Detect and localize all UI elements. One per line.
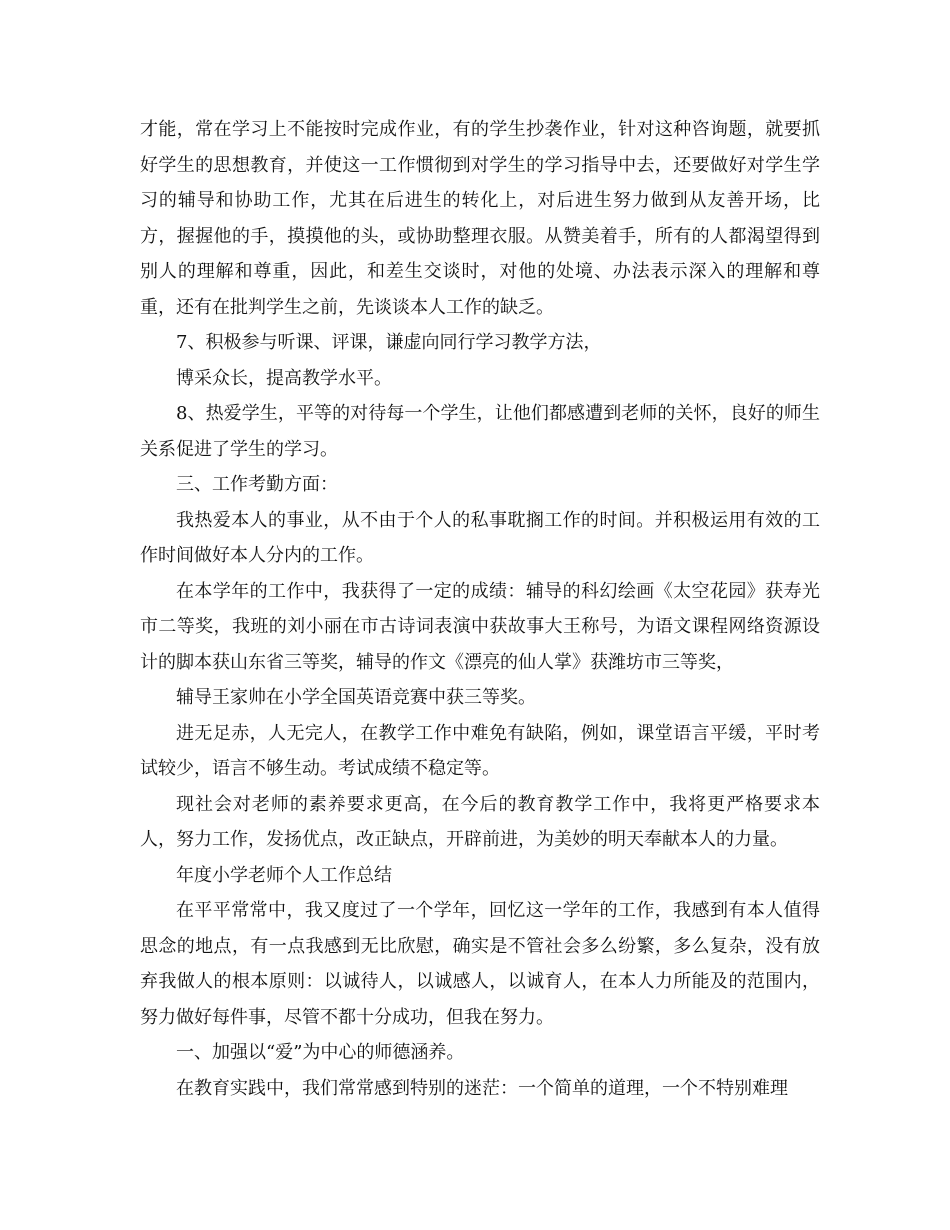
section-heading-ethics: 一、加强以“爱”为中心的师德涵养。 — [176, 1042, 465, 1063]
paragraph-9: 进无足赤，人无完人，在教学工作中难免有缺陷，例如，课堂语言平缓，平时考试较少，语言不够生动。考试成绩不稳定等。 — [140, 722, 820, 779]
section-title-annual-summary: 年度小学老师个人工作总结 — [176, 864, 392, 886]
document-body — [140, 112, 820, 1106]
paragraph-2: 7、积极参与听课、评课，谦虚向同行学习教学方法， — [176, 332, 602, 353]
paragraph-12: 在平平常常中，我又度过了一个学年，回忆这一学年的工作，我感到有本人值得思念的地点，有一点我感到无比欣慰，确实是不管社会多么纷繁，多么复杂，没有放弃我做人的根本原则：以诚待人，以诚感人，以诚育人，在本人力所能及的范围内，努力做好每件事，尽管不都十分成功，但我在努力。 — [140, 900, 820, 1028]
paragraph-8: 辅导王家帅在小学全国英语竞赛中获三等奖。 — [176, 687, 536, 708]
paragraph-3: 博采众长，提高教学水平。 — [176, 367, 392, 389]
section-heading-attendance: 三、工作考勤方面： — [176, 474, 338, 495]
paragraph-14: 在教育实践中，我们常常感到特别的迷茫：一个简单的道理，一个不特别难理 — [176, 1077, 788, 1099]
paragraph-10: 现社会对老师的素养要求更高，在今后的教育教学工作中，我将更严格要求本人，努力工作，发扬优点，改正缺点，开辟前进，为美妙的明天奉献本人的力量。 — [140, 793, 820, 850]
paragraph-7: 在本学年的工作中，我获得了一定的成绩：辅导的科幻绘画《太空花园》获寿光市二等奖，我班的刘小丽在市古诗词表演中获故事大王称号，为语文课程网络资源设计的脚本获山东省三等奖，辅导的作文《漂亮的仙人掌》获潍坊市三等奖， — [140, 580, 820, 673]
paragraph-6: 我热爱本人的事业，从不由于个人的私事耽搁工作的时间。并积极运用有效的工作时间做好本人分内的工作。 — [140, 509, 820, 566]
paragraph-4: 8、热爱学生，平等的对待每一个学生，让他们都感遭到老师的关怀，良好的师生关系促进了学生的学习。 — [140, 403, 820, 460]
paragraph-1: 才能，常在学习上不能按时完成作业，有的学生抄袭作业，针对这种咨询题，就要抓好学生的思想教育，并使这一工作惯彻到对学生的学习指导中去，还要做好对学生学习的辅导和协助工作，尤其在后进生的转化上，对后进生努力做到从友善开场，比方，握握他的手，摸摸他的头，或协助整理衣服。从赞美着手，所有的人都渴望得到别人的理解和尊重，因此，和差生交谈时，对他的处境、办法表示深入的理解和尊重，还有在批判学生之前，先谈谈本人工作的缺乏。 — [140, 119, 820, 318]
